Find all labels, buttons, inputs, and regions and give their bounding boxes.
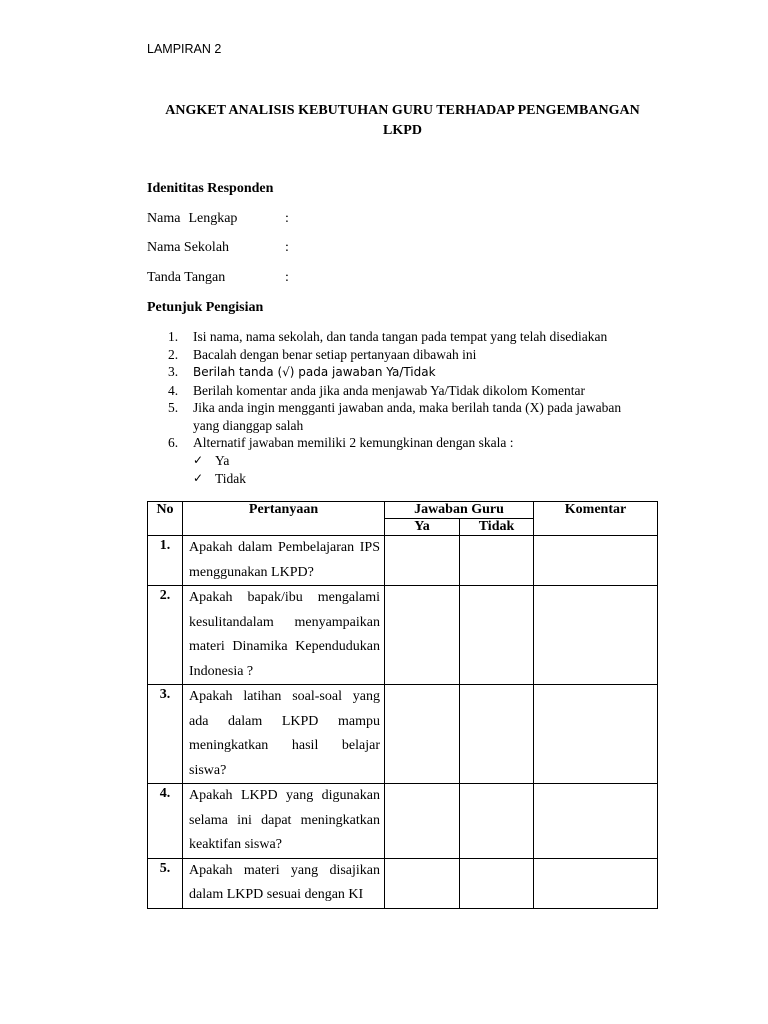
header-tidak: Tidak — [460, 519, 534, 536]
instruction-item — [168, 434, 648, 452]
field-school-name-label: Nama Sekolah — [147, 240, 230, 255]
header-question: Pertanyaan — [183, 502, 385, 536]
instruction-text: Berilah komentar anda jika anda menjawab Ya/Tidak dikolom Komentar — [193, 382, 586, 398]
instruction-number: 3. — [168, 364, 179, 379]
row-number: 4. — [148, 784, 183, 859]
instruction-item — [168, 382, 648, 400]
answer-tidak-cell[interactable] — [460, 858, 534, 908]
instruction-number: 5. — [168, 400, 179, 415]
answer-tidak-cell[interactable] — [460, 685, 534, 784]
answer-options — [193, 452, 246, 487]
answer-tidak-cell[interactable] — [460, 586, 534, 685]
question-text: Apakah bapak/ibu mengalami kesulitandalam menyampaikan materi Dinamika Kependudukan Indonesia ? — [183, 586, 385, 685]
table-row — [148, 536, 658, 586]
field-school-name — [147, 240, 289, 256]
instructions-list — [168, 328, 648, 452]
field-full-name-label-b: Lengkap — [188, 211, 238, 226]
field-signature-label: Tanda Tangan — [147, 270, 226, 285]
field-colon: : — [285, 270, 289, 285]
instruction-text: Alternatif jawaban memiliki 2 kemungkinan dengan skala : — [193, 435, 514, 450]
question-text: Apakah dalam Pembelajaran IPS menggunakan LKPD? — [183, 536, 385, 586]
header-no: No — [148, 502, 183, 536]
header-ya: Ya — [385, 519, 460, 536]
instruction-text: Berilah tanda (√) pada jawaban Ya/Tidak — [193, 365, 436, 379]
answer-ya-cell[interactable] — [385, 536, 460, 586]
table-row — [148, 784, 658, 859]
field-full-name-label-a: Nama — [147, 211, 181, 226]
answer-ya-cell[interactable] — [385, 685, 460, 784]
instruction-item — [168, 363, 648, 382]
table-row — [148, 685, 658, 784]
comment-cell[interactable] — [534, 536, 658, 586]
instruction-item — [168, 328, 648, 346]
answer-tidak-cell[interactable] — [460, 784, 534, 859]
question-text: Apakah materi yang disajikan dalam LKPD sesuai dengan KI — [183, 858, 385, 908]
table-row — [148, 586, 658, 685]
answer-ya-cell[interactable] — [385, 858, 460, 908]
option-ya — [193, 452, 246, 470]
field-full-name — [147, 211, 289, 227]
comment-cell[interactable] — [534, 784, 658, 859]
instruction-item — [168, 346, 648, 364]
table-row — [148, 858, 658, 908]
comment-cell[interactable] — [534, 586, 658, 685]
question-text: Apakah LKPD yang digunakan selama ini dapat meningkatkan keaktifan siswa? — [183, 784, 385, 859]
instruction-number: 2. — [168, 346, 179, 362]
instruction-text: Bacalah dengan benar setiap pertanyaan dibawah ini — [193, 346, 477, 362]
questionnaire-table — [147, 501, 658, 909]
instruction-number: 6. — [168, 435, 179, 450]
comment-cell[interactable] — [534, 685, 658, 784]
row-number: 5. — [148, 858, 183, 908]
checkmark-icon: ✓ — [193, 453, 204, 467]
header-teacher-answer: Jawaban Guru — [385, 502, 534, 519]
field-colon: : — [285, 211, 289, 226]
answer-ya-cell[interactable] — [385, 586, 460, 685]
instruction-item — [168, 399, 648, 434]
row-number: 2. — [148, 586, 183, 685]
option-label: Ya — [215, 453, 230, 468]
field-signature — [147, 270, 289, 286]
instruction-text: Isi nama, nama sekolah, dan tanda tangan pada tempat yang telah disediakan — [193, 329, 608, 344]
row-number: 3. — [148, 685, 183, 784]
answer-ya-cell[interactable] — [385, 784, 460, 859]
question-text: Apakah latihan soal-soal yang ada dalam LKPD mampu meningkatkan hasil belajar siswa? — [183, 685, 385, 784]
instruction-text: Jika anda ingin mengganti jawaban anda, maka berilah tanda (X) pada jawaban yang dianggap salah — [193, 400, 622, 433]
option-label: Tidak — [215, 470, 247, 486]
document-title — [147, 101, 658, 141]
checkmark-icon: ✓ — [193, 470, 204, 485]
instruction-number: 1. — [168, 329, 179, 344]
instructions-heading: Petunjuk Pengisian — [147, 300, 264, 315]
header-comment: Komentar — [534, 502, 658, 536]
title-line-1: ANGKET ANALISIS KEBUTUHAN GURU TERHADAP PENGEMBANGAN — [165, 103, 640, 118]
respondent-identity-heading: Idenititas Responden — [147, 181, 274, 196]
field-colon: : — [285, 240, 289, 255]
answer-tidak-cell[interactable] — [460, 536, 534, 586]
attachment-label: LAMPIRAN 2 — [147, 42, 222, 56]
option-tidak — [193, 470, 246, 488]
instruction-number: 4. — [168, 382, 179, 398]
title-line-2: LKPD — [383, 123, 422, 138]
comment-cell[interactable] — [534, 858, 658, 908]
row-number: 1. — [148, 536, 183, 586]
